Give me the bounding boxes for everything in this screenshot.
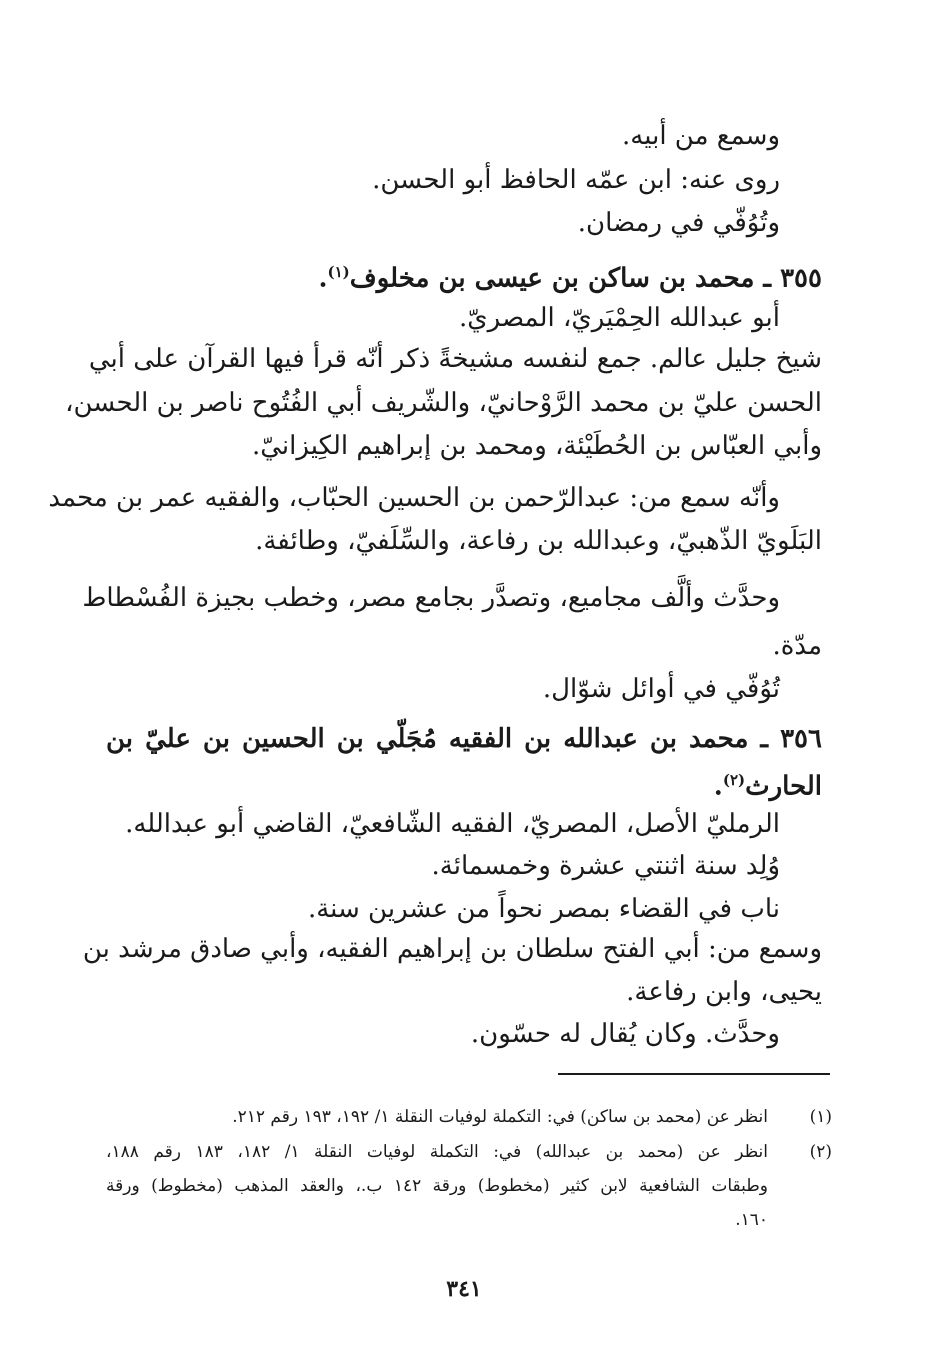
text-line: وحدَّث. وكان يُقال له حسّون.	[470, 1019, 780, 1049]
footnote-separator	[558, 1073, 830, 1075]
entry-356-heading-line1: ٣٥٦ ـ محمد بن عبدالله بن الفقيه مُجَلّي بن الحسين بن عليّ بن	[106, 724, 822, 754]
footnote-ref: (٢)	[722, 771, 746, 789]
text-line: وحدَّث وألَّف مجاميع، وتصدَّر بجامع مصر، وخطب بجيزة الفُسْطاط	[82, 583, 780, 613]
text-line: ناب في القضاء بمصر نحواً من عشرين سنة.	[307, 894, 780, 924]
text-line: أبو عبدالله الحِمْيَريّ، المصريّ.	[459, 303, 780, 333]
text-line: تُوُفّي في أوائل شوّال.	[542, 674, 780, 704]
text-line: وسمع من أبيه.	[622, 121, 780, 151]
text-line: البَلَويّ الذّهبيّ، وعبدالله بن رفاعة، والسِّلَفيّ، وطائفة.	[255, 526, 822, 556]
entry-heading-text: الحارث	[745, 771, 822, 802]
text-line: روى عنه: ابن عمّه الحافظ أبو الحسن.	[372, 165, 780, 195]
entry-355-heading	[318, 252, 822, 299]
footnote-text: وطبقات الشافعية لابن كثير (مخطوط) ورقة ١٤٢ ب.، والعقد المذهب (مخطوط) ورقة	[106, 1176, 769, 1196]
text-line: الرمليّ الأصل، المصريّ، الفقيه الشّافعيّ، القاضي أبو عبدالله.	[125, 809, 780, 839]
page-number: ٣٤١	[446, 1276, 482, 1302]
heading-end: .	[318, 263, 328, 294]
footnote-text: انظر عن (محمد بن ساكن) في: التكملة لوفيات النقلة ١/ ١٩٢، ١٩٣ رقم ٢١٢.	[232, 1107, 768, 1127]
footnote-text: ١٦٠.	[735, 1210, 768, 1230]
entry-heading-text: ٣٥٥ ـ محمد بن ساكن بن عيسى بن مخلوف	[349, 263, 822, 294]
text-line: وأبي العبّاس بن الحُطَيْئة، ومحمد بن إبراهيم الكِيزانيّ.	[252, 431, 822, 461]
footnote-number: (١)	[809, 1107, 832, 1127]
footnote-text: انظر عن (محمد بن عبدالله) في: التكملة لوفيات النقلة ١/ ١٨٢، ١٨٣ رقم ١٨٨،	[106, 1142, 769, 1162]
entry-356-heading-line2	[714, 760, 822, 807]
text-line: شيخ جليل عالم. جمع لنفسه مشيخةً ذكر أنّه قرأ فيها القرآن على أبي	[88, 344, 822, 374]
text-line: مدّة.	[772, 631, 822, 661]
text-line: وأنّه سمع من: عبدالرّحمن بن الحسين الحبّاب، والفقيه عمر بن محمد	[48, 483, 780, 513]
footnote-number: (٢)	[809, 1142, 832, 1162]
text-line: يحيى، وابن رفاعة.	[626, 977, 822, 1007]
text-line: وتُوُفّي في رمضان.	[577, 208, 780, 238]
heading-end: .	[713, 771, 723, 802]
text-line: وسمع من: أبي الفتح سلطان بن إبراهيم الفقيه، وأبي صادق مرشد بن	[82, 934, 822, 964]
text-line: وُلِد سنة اثنتي عشرة وخمسمائة.	[431, 851, 780, 881]
footnote-ref: (١)	[327, 263, 350, 281]
text-line: الحسن عليّ بن محمد الرَّوْحانيّ، والشّريف أبي الفُتُوح ناصر بن الحسن،	[65, 388, 822, 418]
